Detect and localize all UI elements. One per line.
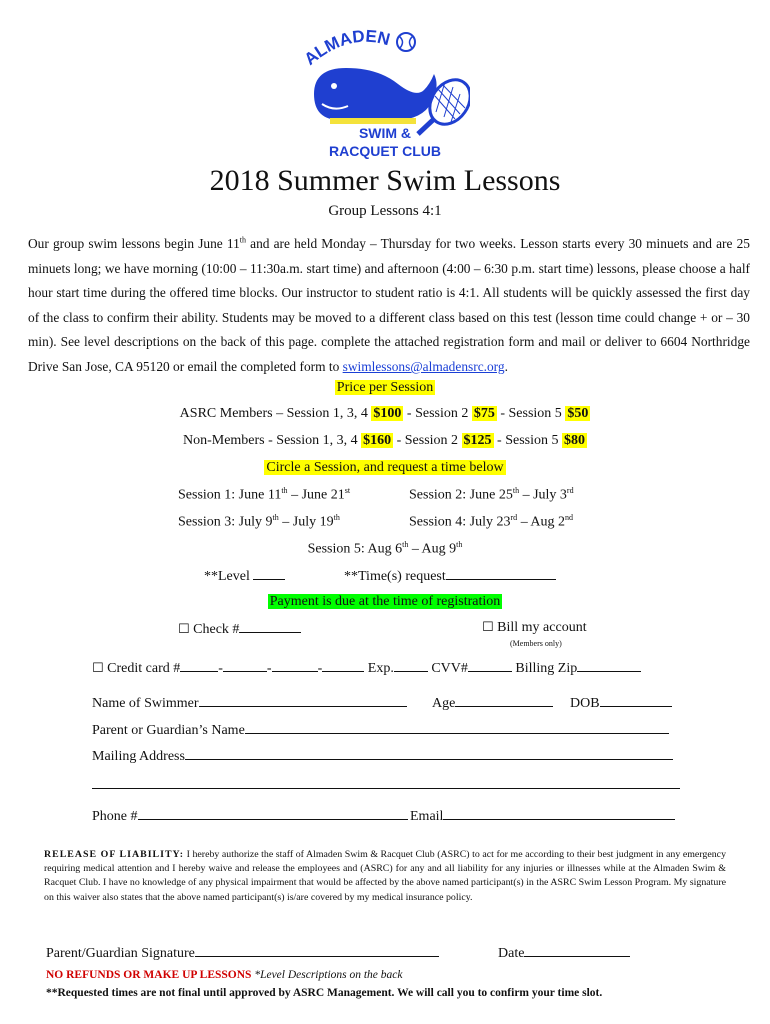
- s1-end: – June 21: [287, 487, 345, 503]
- bill-account-checkbox[interactable]: ☐: [482, 620, 494, 635]
- nonmember-label: Non-Members - Session 1, 3, 4: [182, 433, 362, 448]
- address-label: Mailing Address: [92, 749, 185, 764]
- logo-bottom-line1: SWIM &: [358, 125, 412, 141]
- intro-text-2: and are held Monday – Thursday for two weeks. Lesson starts every 30 minuets and are 25 minuets long; we have morning (10:00 – 11:30a.m. start time) and afternoon (4:00 – 6:30 p.m. start time) lessons, please choose a half hour start time during the offered time blocks. Our instructor to student ratio is 4:1. All students will be quickly assessed the first day of the class to confirm their ability. Students may be moved to a different class based on this test (lesson time could change + or – 30 min). See level descriptions on the back of this page. complete the attached registration form and mail or deliver to 6604 Northridge Drive San Jose, CA 95120 or email the completed form to: [28, 236, 750, 374]
- time-request-blank[interactable]: [446, 567, 556, 580]
- s3-sup1: th: [272, 513, 279, 522]
- s2-sup1: th: [512, 486, 520, 495]
- nonmember-mid2: - Session 5: [493, 433, 562, 448]
- session-4: [409, 513, 573, 531]
- check-number-blank[interactable]: [239, 620, 301, 633]
- session-5: [0, 540, 770, 558]
- club-logo: [300, 24, 470, 164]
- age-field[interactable]: [432, 694, 553, 712]
- s4-end: – Aug 2: [517, 514, 566, 530]
- intro-text-1: Our group swim lessons begin June 11: [28, 236, 240, 251]
- member-price-3: $50: [567, 406, 589, 421]
- phone-label: Phone #: [92, 809, 138, 824]
- session-1: [178, 486, 350, 504]
- logo-top-text: ALMADEN: [300, 26, 392, 69]
- phone-field[interactable]: [92, 807, 408, 825]
- no-refunds-note: NO REFUNDS OR MAKE UP LESSONS: [46, 969, 252, 981]
- address-line-2[interactable]: [92, 788, 680, 789]
- requested-times-note: **Requested times are not final until approved by ASRC Management. We will call you to confirm your time slot.: [46, 987, 603, 999]
- date-label: Date: [498, 946, 525, 961]
- s2-sup2: rd: [566, 486, 574, 495]
- age-blank[interactable]: [455, 694, 553, 707]
- release-text: I hereby authorize the staff of Almaden Swim & Racquet Club (ASRC) to act for me according to their best judgment in any emergency requiring medical attention and I hereby waive and release the employees and (ASRC) for any and all liability for any injuries or illnesses while at the Almaden Swim & Racquet Club. I have no knowledge of any physical impairment that would be affected by the above named participant(s) in the ASRC Swim Lesson Program. My signature on this waiver also states that the above named participant(s) is/are covered by my medical insurance policy.: [44, 849, 726, 903]
- s1-start: Session 1: June 11: [178, 487, 282, 503]
- parent-name-label: Parent or Guardian’s Name: [92, 723, 245, 738]
- s2-start: Session 2: June 25: [409, 487, 513, 503]
- member-price-1: $100: [373, 406, 402, 421]
- check-option[interactable]: [178, 620, 301, 638]
- parent-name-field[interactable]: [92, 721, 669, 739]
- level-blank[interactable]: [253, 567, 285, 580]
- bill-account-label: Bill my account: [497, 620, 587, 635]
- nonmember-price-1: $160: [363, 433, 392, 448]
- exp-blank[interactable]: [394, 659, 428, 672]
- nonmember-mid: - Session 2: [393, 433, 462, 448]
- nonmember-price-3: $80: [564, 433, 585, 448]
- payment-heading-row: [0, 594, 770, 610]
- level-field[interactable]: [204, 567, 285, 585]
- credit-card-row: ☐ Credit card # - - - Exp. CVV# Billing Zip: [92, 659, 682, 677]
- credit-card-label: Credit card #: [107, 661, 181, 676]
- parent-name-blank[interactable]: [245, 721, 669, 734]
- refund-note-row: [46, 969, 403, 981]
- cvv-blank[interactable]: [468, 659, 512, 672]
- billing-zip-blank[interactable]: [577, 659, 641, 672]
- exp-label: Exp.: [367, 661, 394, 676]
- signature-field[interactable]: [46, 944, 439, 962]
- signature-label: Parent/Guardian Signature: [46, 946, 195, 961]
- swimmer-name-blank[interactable]: [199, 694, 407, 707]
- s1-sup1: th: [281, 486, 288, 495]
- price-heading: Price per Session: [336, 380, 434, 395]
- time-request-field[interactable]: [344, 567, 556, 585]
- check-checkbox[interactable]: ☐: [178, 622, 190, 637]
- cc-part-2[interactable]: [223, 659, 267, 672]
- swimmer-name-label: Name of Swimmer: [92, 696, 199, 711]
- nonmember-price-2: $125: [463, 433, 492, 448]
- release-of-liability: [44, 848, 726, 905]
- level-description-note: *Level Descriptions on the back: [251, 969, 403, 981]
- email-field[interactable]: [410, 807, 675, 825]
- session-heading: Circle a Session, and request a time below: [266, 460, 504, 475]
- email-label: Email: [410, 809, 444, 824]
- logo-bottom-line2: RACQUET CLUB: [329, 143, 441, 159]
- member-prices: [0, 406, 770, 422]
- date-field[interactable]: [498, 944, 630, 962]
- billing-zip-label: Billing Zip: [515, 661, 578, 676]
- s3-sup2: th: [333, 513, 340, 522]
- dob-field[interactable]: [570, 694, 672, 712]
- s4-sup1: rd: [510, 513, 518, 522]
- s1-sup2: st: [344, 486, 351, 495]
- dob-label: DOB: [570, 696, 600, 711]
- dob-blank[interactable]: [600, 694, 672, 707]
- check-label: Check #: [193, 622, 240, 637]
- session-3: [178, 513, 340, 531]
- member-mid2: - Session 5: [496, 406, 566, 421]
- time-request-label: **Time(s) request: [344, 569, 446, 584]
- page-subtitle: Group Lessons 4:1: [328, 203, 442, 219]
- credit-card-checkbox[interactable]: ☐: [92, 661, 104, 676]
- intro-end: .: [504, 358, 508, 374]
- nonmember-prices: [0, 433, 770, 449]
- member-mid: - Session 2: [403, 406, 472, 421]
- cc-part-4[interactable]: [322, 659, 364, 672]
- release-heading: RELEASE OF LIABILITY:: [44, 849, 185, 860]
- email-blank[interactable]: [443, 807, 675, 820]
- intro-paragraph: [28, 232, 750, 380]
- address-blank[interactable]: [185, 747, 673, 760]
- price-heading-row: [0, 380, 770, 396]
- s4-start: Session 4: July 23: [409, 514, 511, 530]
- s3-start: Session 3: July 9: [178, 514, 273, 530]
- s5-sup1: th: [402, 540, 409, 549]
- cc-part-3[interactable]: [272, 659, 318, 672]
- address-field[interactable]: [92, 747, 673, 765]
- cc-part-1[interactable]: [180, 659, 218, 672]
- date-blank[interactable]: [524, 944, 630, 957]
- cvv-label: CVV#: [431, 661, 468, 676]
- member-price-2: $75: [473, 406, 495, 421]
- intro-sup: th: [239, 235, 246, 245]
- s5-end: – Aug 9: [408, 541, 457, 557]
- s4-sup2: nd: [565, 513, 574, 522]
- member-label: ASRC Members – Session 1, 3, 4: [179, 406, 372, 421]
- s5-start: Session 5: Aug 6: [307, 541, 403, 557]
- swimmer-name-field[interactable]: [92, 694, 407, 712]
- page-title: 2018 Summer Swim Lessons: [209, 164, 561, 197]
- session-2: [409, 486, 574, 504]
- s3-end: – July 19: [278, 514, 334, 530]
- email-link[interactable]: swimlessons@almadensrc.org: [342, 358, 505, 374]
- session-heading-row: [0, 460, 770, 476]
- s5-sup2: th: [456, 540, 463, 549]
- phone-blank[interactable]: [138, 807, 408, 820]
- payment-heading: Payment is due at the time of registration: [269, 594, 501, 609]
- level-label: **Level: [204, 569, 250, 584]
- members-only-note: (Members only): [510, 639, 562, 648]
- s2-end: – July 3: [519, 487, 567, 503]
- bill-account-option[interactable]: [482, 620, 587, 636]
- signature-blank[interactable]: [195, 944, 439, 957]
- age-label: Age: [432, 696, 456, 711]
